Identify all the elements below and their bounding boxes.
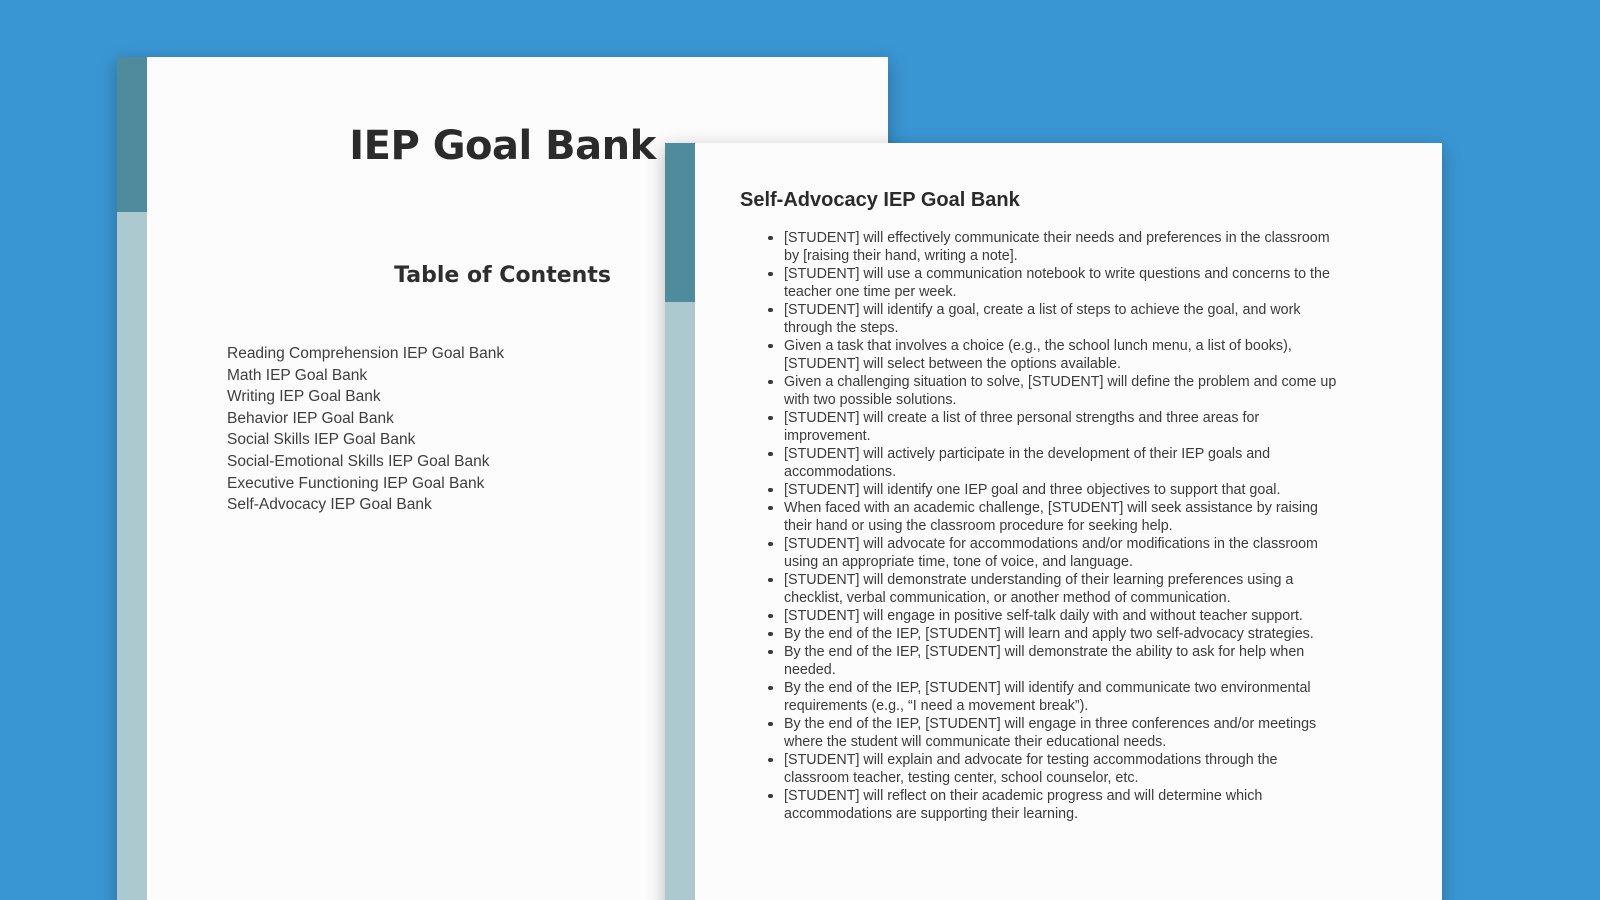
bullet-dot-icon: [768, 686, 773, 691]
bullet-dot-icon: [768, 614, 773, 619]
goal-item-text: [STUDENT] will identify one IEP goal and three objectives to support that goal.: [784, 482, 1281, 498]
content-page: [665, 143, 1442, 900]
goal-item-text: Given a task that involves a choice (e.g., the school lunch menu, a list of books), [STUDENT] will select between the options available.: [784, 338, 1292, 372]
goal-item: [765, 643, 1343, 679]
goal-item: [765, 715, 1343, 751]
bullet-dot-icon: [768, 794, 773, 799]
goal-item-text: [STUDENT] will demonstrate understanding of their learning preferences using a checklist, verbal communication, or another method of communication.: [784, 572, 1294, 606]
goal-item-text: Given a challenging situation to solve, [STUDENT] will define the problem and come up with two possible solutions.: [784, 374, 1337, 408]
goal-item: [765, 337, 1343, 373]
goal-item-text: [STUDENT] will engage in positive self-talk daily with and without teacher support.: [784, 608, 1303, 624]
bullet-dot-icon: [768, 578, 773, 583]
document-title: IEP Goal Bank: [349, 123, 656, 169]
goal-item: [765, 481, 1343, 499]
goal-item: [765, 499, 1343, 535]
bullet-dot-icon: [768, 758, 773, 763]
goal-item: [765, 265, 1343, 301]
goal-item: [765, 571, 1343, 607]
section-heading: Self-Advocacy IEP Goal Bank: [740, 189, 1020, 211]
goal-item: [765, 787, 1343, 823]
goal-item: [765, 535, 1343, 571]
goal-item-text: By the end of the IEP, [STUDENT] will engage in three conferences and/or meetings where the student will communicate their educational needs.: [784, 716, 1317, 750]
cover-edge-stripe-light: [117, 212, 147, 900]
table-of-contents-heading: Table of Contents: [394, 263, 611, 288]
toc-item: Social-Emotional Skills IEP Goal Bank: [227, 452, 490, 470]
goal-item-text: [STUDENT] will reflect on their academic progress and will determine which accommodations are supporting their learning.: [784, 788, 1263, 822]
bullet-dot-icon: [768, 722, 773, 727]
goal-item: [765, 373, 1343, 409]
goal-item-text: By the end of the IEP, [STUDENT] will demonstrate the ability to ask for help when needed.: [784, 644, 1305, 678]
goal-item-text: [STUDENT] will create a list of three personal strengths and three areas for improvement.: [784, 410, 1260, 444]
bullet-dot-icon: [768, 452, 773, 457]
bullet-dot-icon: [768, 272, 773, 277]
goal-item-text: [STUDENT] will explain and advocate for testing accommodations through the classroom teacher, testing center, school counselor, etc.: [784, 752, 1278, 786]
goal-item-text: When faced with an academic challenge, [STUDENT] will seek assistance by raising their hand or using the classroom procedure for seeking help.: [784, 500, 1318, 534]
bullet-dot-icon: [768, 542, 773, 547]
goal-list: [765, 229, 1343, 823]
goal-item-text: By the end of the IEP, [STUDENT] will learn and apply two self-advocacy strategies.: [784, 626, 1314, 642]
toc-item: Social Skills IEP Goal Bank: [227, 431, 416, 449]
toc-item: Writing IEP Goal Bank: [227, 388, 381, 406]
content-edge-stripe-light: [665, 302, 695, 900]
bullet-dot-icon: [768, 308, 773, 313]
goal-item: [765, 751, 1343, 787]
bullet-dot-icon: [768, 488, 773, 493]
goal-item-text: [STUDENT] will effectively communicate their needs and preferences in the classroom by [raising their hand, writing a note].: [784, 230, 1330, 264]
goal-item: [765, 409, 1343, 445]
bullet-dot-icon: [768, 344, 773, 349]
goal-item: [765, 607, 1343, 625]
goal-item: [765, 229, 1343, 265]
bullet-dot-icon: [768, 416, 773, 421]
bullet-dot-icon: [768, 380, 773, 385]
toc-item: Self-Advocacy IEP Goal Bank: [227, 496, 432, 514]
goal-item-text: [STUDENT] will use a communication notebook to write questions and concerns to the teacher one time per week.: [784, 266, 1330, 300]
goal-item: [765, 679, 1343, 715]
bullet-dot-icon: [768, 236, 773, 241]
bullet-dot-icon: [768, 650, 773, 655]
goal-item-text: [STUDENT] will advocate for accommodations and/or modifications in the classroom using an appropriate time, tone of voice, and language.: [784, 536, 1318, 570]
bullet-dot-icon: [768, 632, 773, 637]
goal-item: [765, 301, 1343, 337]
toc-item: Behavior IEP Goal Bank: [227, 409, 394, 427]
content-edge-stripe-dark: [665, 143, 695, 302]
table-of-contents-list: [227, 343, 504, 516]
goal-item-text: By the end of the IEP, [STUDENT] will identify and communicate two environmental requirements (e.g., “I need a movement break”).: [784, 680, 1311, 714]
goal-item-text: [STUDENT] will actively participate in the development of their IEP goals and accommodations.: [784, 446, 1271, 480]
bullet-dot-icon: [768, 506, 773, 511]
toc-item: Executive Functioning IEP Goal Bank: [227, 474, 485, 492]
goal-item: [765, 625, 1343, 643]
toc-item: Math IEP Goal Bank: [227, 366, 368, 384]
toc-item: Reading Comprehension IEP Goal Bank: [227, 345, 505, 362]
goal-item-text: [STUDENT] will identify a goal, create a list of steps to achieve the goal, and work through the steps.: [784, 302, 1301, 336]
goal-item: [765, 445, 1343, 481]
